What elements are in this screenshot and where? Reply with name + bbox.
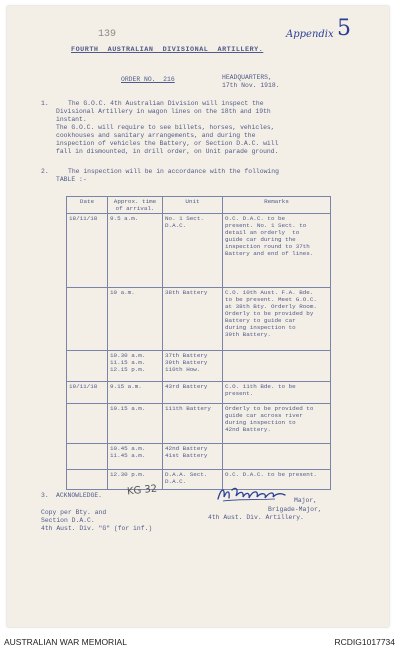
copy-line: Copy per Bty. and	[41, 509, 107, 516]
table-header-row	[67, 197, 331, 214]
table-cell-unit: 43rd Battery	[163, 382, 223, 404]
table-header-time: Approx. time of arrival.	[108, 197, 163, 214]
handwritten-signature	[215, 484, 287, 504]
table-cell-unit: 42nd Battery 41st Battery	[163, 444, 223, 470]
table-row	[67, 404, 331, 444]
signature-rank-brigade-major: Brigade-Major,	[268, 506, 322, 513]
para1-number: 1.	[41, 100, 49, 107]
table-header-date: Date	[67, 197, 108, 214]
footer-institution: AUSTRALIAN WAR MEMORIAL	[4, 637, 127, 647]
para1-line: instant.	[56, 116, 87, 123]
table-cell-time: 10 a.m.	[108, 288, 163, 351]
signature-unit: 4th Aust. Div. Artillery.	[208, 514, 304, 521]
para2-number: 2.	[41, 168, 49, 175]
para1-line: The G.O.C. 4th Australian Division will inspect the	[68, 100, 264, 107]
para3-number: 3.	[41, 492, 49, 499]
table-cell-time: 9.5 a.m.	[108, 214, 163, 288]
pencil-annotation: KG 32	[126, 483, 158, 498]
order-date: 17th Nov. 1918.	[222, 82, 280, 89]
para1-line: The G.O.C. will require to see billets, horses, vehicles,	[56, 124, 275, 131]
table-cell-remarks: O.C. D.A.C. to be present. No. 1 Sect. to detail an orderly to guide car during the inspection round to 37th Battery and end of lines.	[223, 214, 331, 288]
table-row	[67, 382, 331, 404]
table-cell-date	[67, 351, 108, 382]
appendix-label: Appendix	[286, 29, 334, 40]
table-cell-unit: D.A.A. Sect. D.A.C.	[163, 470, 223, 490]
table-cell-remarks	[223, 444, 331, 470]
table-cell-time: 12.30 p.m.	[108, 470, 163, 490]
table-cell-remarks	[223, 351, 331, 382]
order-number: ORDER NO. 216	[121, 76, 175, 83]
para2-line: TABLE :-	[56, 176, 87, 183]
table-cell-date: 19/11/18	[67, 382, 108, 404]
table-cell-remarks: C.O. 10th Aust. F.A. Bde. to be present. Meet G.O.C. at 38th Bty. Orderly Room. Orderly to be provided by Battery to guide car during inspection to 39th Battery.	[223, 288, 331, 351]
table-cell-remarks: C.O. 11th Bde. to be present.	[223, 382, 331, 404]
signature-rank-major: Major,	[294, 497, 318, 504]
table-cell-date	[67, 470, 108, 490]
table-cell-date	[67, 404, 108, 444]
table-cell-remarks: O.C. D.A.C. to be present.	[223, 470, 331, 490]
table-cell-remarks: Orderly to be provided to guide car across river during inspection to 42nd Battery.	[223, 404, 331, 444]
footer-record-id: RCDIG1017734	[334, 637, 395, 647]
headquarters-label: HEADQUARTERS,	[222, 74, 272, 81]
table-cell-unit: 38th Battery	[163, 288, 223, 351]
table-cell-time: 9.15 a.m.	[108, 382, 163, 404]
table-cell-unit: 37th Battery 39th Battery 110th How.	[163, 351, 223, 382]
table-cell-unit: 111th Battery	[163, 404, 223, 444]
table-row	[67, 214, 331, 288]
document-title: FOURTH AUSTRALIAN DIVISIONAL ARTILLERY.	[71, 46, 264, 54]
appendix-number: 5	[337, 16, 351, 41]
table-header-unit: Unit	[163, 197, 223, 214]
table-cell-time: 10.15 a.m.	[108, 404, 163, 444]
copy-line: Section D.A.C.	[41, 517, 95, 524]
table-cell-date: 18/11/18	[67, 214, 108, 288]
table-row	[67, 351, 331, 382]
table-cell-time: 10.30 a.m. 11.15 a.m. 12.15 p.m.	[108, 351, 163, 382]
para2-line: The inspection will be in accordance with the following	[68, 168, 279, 175]
table-header-remarks: Remarks	[223, 197, 331, 214]
para1-line: Divisional Artillery in wagon lines on the 18th and 19th	[56, 108, 271, 115]
table-cell-time: 10.45 a.m. 11.45 a.m.	[108, 444, 163, 470]
copy-line: 4th Aust. Div. "G" (for inf.)	[41, 525, 153, 532]
table-cell-unit: No. 1 Sect. D.A.C.	[163, 214, 223, 288]
table-cell-date	[67, 288, 108, 351]
table-row	[67, 470, 331, 490]
table-row	[67, 444, 331, 470]
para1-line: cookhouses and sanitary arrangements, and during the	[56, 132, 256, 139]
acknowledge-text: ACKNOWLEDGE.	[56, 492, 103, 499]
para1-line: fall in dismounted, in drill order, on Unit parade ground.	[56, 148, 279, 155]
table-cell-date	[67, 444, 108, 470]
page-number: 139	[98, 29, 117, 40]
inspection-table	[66, 196, 331, 490]
para1-line: inspection of vehicles the Battery, or Section D.A.C. will	[56, 140, 279, 147]
table-row	[67, 288, 331, 351]
